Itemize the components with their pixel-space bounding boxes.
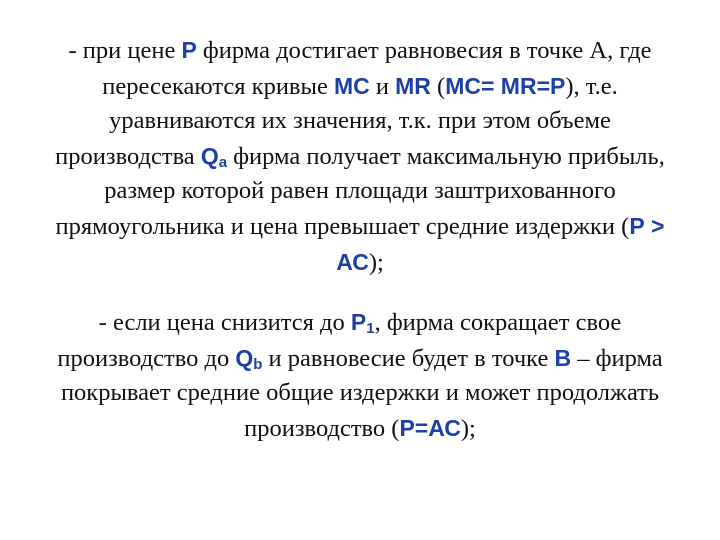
quantity-letter: Q xyxy=(200,142,219,169)
text-segment: ); xyxy=(460,414,476,442)
mr-symbol: MR xyxy=(395,72,431,99)
text-segment: и равновесие будет в точке xyxy=(262,344,555,372)
p-equals-ac: Р=АС xyxy=(399,414,461,441)
text-segment: и xyxy=(369,72,396,100)
price-p1-symbol xyxy=(351,309,375,335)
text-segment: фирма получает максимальную прибыль, размер которой равен площади заштрихованного прямоугольника и цена превышает средние издержки ( xyxy=(55,142,665,240)
quantity-qa-symbol xyxy=(201,143,227,169)
paragraph-equilibrium-point-b xyxy=(40,305,680,446)
price-symbol: Р xyxy=(181,37,197,63)
text-segment: ); xyxy=(368,248,384,276)
quantity-qb-symbol xyxy=(235,345,262,371)
quantity-subscript: b xyxy=(253,355,263,373)
text-segment: фирма достигает равновесия в точке А, где пересекаются кривые xyxy=(102,37,652,100)
mc-symbol: МС xyxy=(333,72,370,99)
price-subscript: 1 xyxy=(366,320,375,337)
p-greater-than-ac: Р > АС xyxy=(336,212,665,275)
point-b-symbol: В xyxy=(554,344,572,371)
text-segment: - если цена снизится до xyxy=(98,309,351,336)
text-segment: – фирма покрывает средние общие издержки и может продолжать производство ( xyxy=(60,344,663,442)
text-segment: ), т.е. уравниваются их значения, т.к. при этом объеме производства xyxy=(55,72,618,170)
price-letter: Р xyxy=(350,309,367,335)
text-segment: ( xyxy=(430,72,446,100)
text-segment: - при цене xyxy=(68,37,182,64)
text-segment: , фирма сокращает свое производство до xyxy=(57,309,622,372)
quantity-subscript: a xyxy=(218,153,228,171)
mc-mr-p-equality: МС= MR=Р xyxy=(445,72,566,99)
quantity-letter: Q xyxy=(235,344,254,371)
paragraph-equilibrium-point-a xyxy=(40,33,680,280)
